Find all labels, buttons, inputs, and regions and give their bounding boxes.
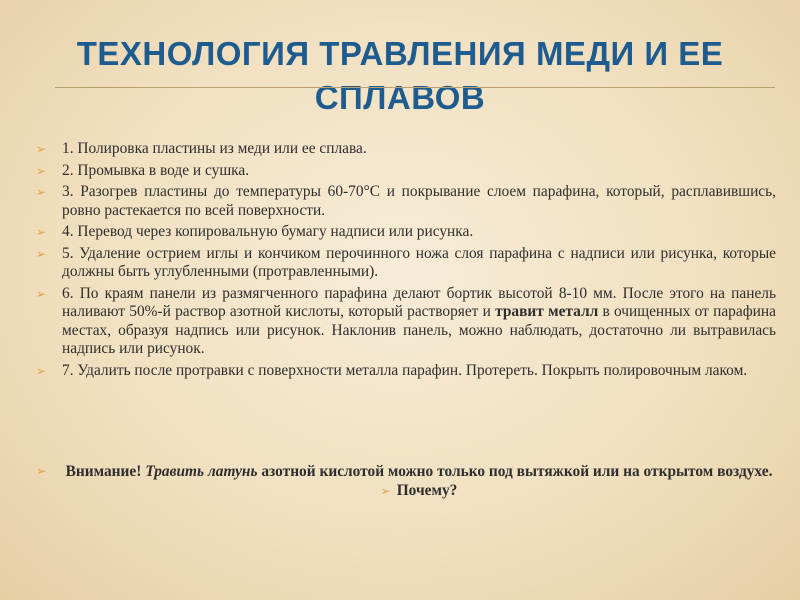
- warning-question: Почему?: [396, 482, 458, 499]
- step-text-after: в очищенных от парафина местах, образуя надпись или рисунок. Наклонив панель, можно наблюдать, достаточно ли вытравилась надпись или рисунок.: [62, 303, 776, 357]
- warning-italic: Травить латунь: [145, 463, 258, 480]
- step-item: [36, 285, 776, 359]
- step-text-before: 6. По краям панели из размягченного парафина делают бортик высотой 8-10 мм. После этого на панель наливают 50%-й раствор азотной кислоты, который растворяет и: [62, 284, 776, 320]
- step-text: 7. Удалить после протравки с поверхности металла парафин. Протереть. Покрыть полировочным лаком.: [62, 361, 748, 379]
- step-text-bold: травит металл: [495, 303, 599, 320]
- arrow-bullet-icon: ➢: [36, 464, 47, 478]
- step-item: [36, 223, 776, 242]
- arrow-bullet-icon: ➢: [36, 286, 47, 301]
- step-item: [36, 162, 776, 181]
- step-text: 2. Промывка в воде и сушка.: [62, 161, 250, 179]
- step-text: 5. Удаление острием иглы и кончиком перочинного ножа слоя парафина с надписи или рисунка, которые должны быть углубленными (протравленными).: [62, 244, 776, 280]
- arrow-bullet-icon: ➢: [380, 484, 391, 498]
- step-text: 4. Перевод через копировальную бумагу надписи или рисунка.: [62, 223, 474, 240]
- warning-lead: Внимание!: [65, 463, 146, 480]
- arrow-bullet-icon: ➢: [36, 363, 47, 378]
- step-item: [36, 183, 776, 220]
- step-item: [36, 245, 776, 282]
- arrow-bullet-icon: ➢: [36, 246, 47, 261]
- step-item: [36, 140, 776, 159]
- arrow-bullet-icon: ➢: [36, 142, 47, 156]
- arrow-bullet-icon: ➢: [36, 225, 47, 239]
- title-divider: [55, 87, 775, 88]
- step-text: 3. Разогрев пластины до температуры 60-70°С и покрывание слоем парафина, который, расплавившись, ровно растекается по всей поверхности.: [62, 183, 776, 219]
- arrow-bullet-icon: ➢: [36, 163, 47, 178]
- slide-title: ТЕХНОЛОГИЯ ТРАВЛЕНИЯ МЕДИ И ЕЕ СПЛАВОВ: [76, 35, 724, 116]
- step-text: 1. Полировка пластины из меди или ее сплава.: [62, 140, 367, 157]
- arrow-bullet-icon: ➢: [36, 185, 47, 199]
- steps-list: [36, 140, 776, 383]
- question-line: [36, 481, 776, 501]
- warning-block: [36, 462, 776, 501]
- step-item: [36, 362, 776, 381]
- warning-line: [36, 462, 776, 481]
- warning-rest: азотной кислотой можно только под вытяжкой или на открытом воздухе.: [257, 463, 773, 480]
